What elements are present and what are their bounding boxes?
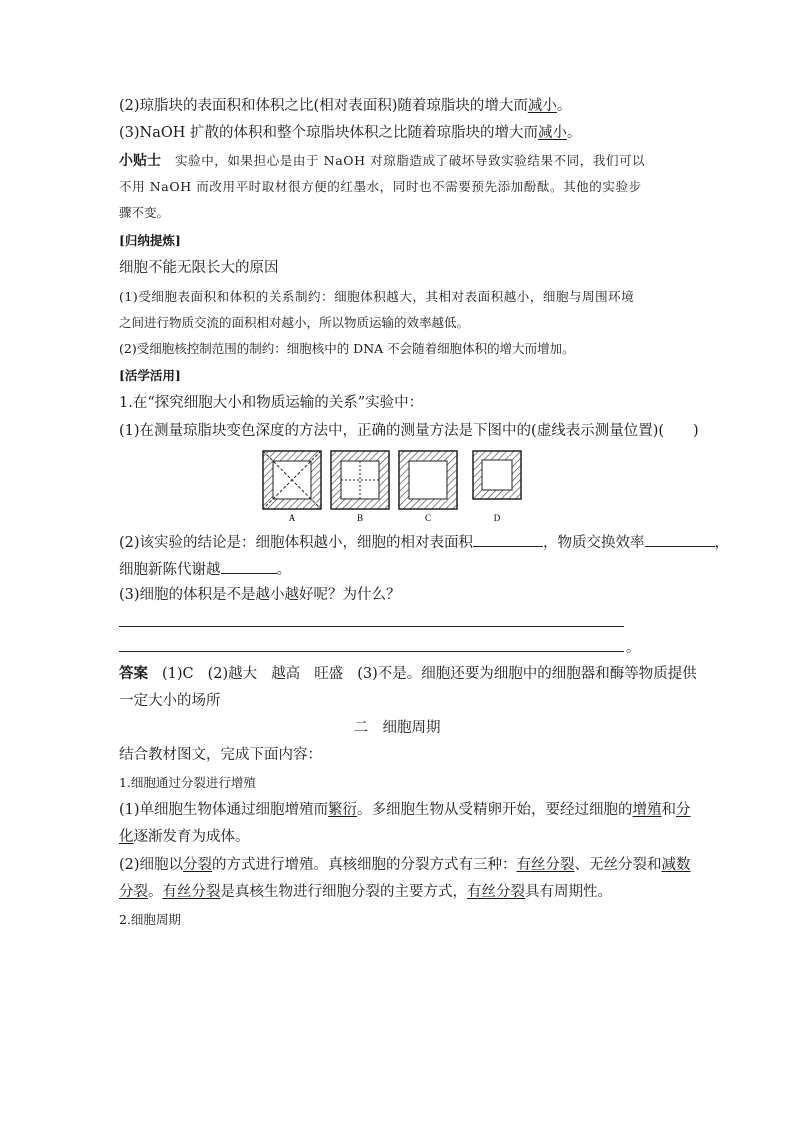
subheading: 细胞不能无限长大的原因 <box>119 260 279 276</box>
section-header: [归纳提炼] <box>119 233 181 248</box>
question: 细胞新陈代谢越 。 <box>119 559 291 580</box>
text-line: (1)单细胞生物体通过细胞增殖而繁衍。多细胞生物从受精卵开始，要经过细胞的增殖和分 <box>119 802 691 818</box>
question: 1.在“探究细胞大小和物质运输的关系”实验中： <box>119 395 424 411</box>
text-line: 之间进行物质交流的面积相对越小，所以物质运输的效率越低。 <box>119 315 470 330</box>
answer-underlined: 减小 <box>538 125 568 141</box>
text-line: (2)琼脂块的表面积和体积之比(相对表面积)随着琼脂块的增大而减小。 <box>119 98 572 114</box>
figure-label: C <box>424 513 432 523</box>
question: (1)在测量琼脂块变色深度的方法中，正确的测量方法是下图中的(虚线表示测量位置)( ) <box>119 423 699 439</box>
figure-label: D <box>493 513 501 523</box>
block-b-cross <box>331 451 389 509</box>
tip-line: 小贴士 实验中，如果担心是由于 NaOH 对琼脂造成了破坏导致实验结果不同，我们可以 <box>119 153 646 169</box>
block-d-plain <box>473 451 521 499</box>
answer-label: 答案 <box>119 665 148 682</box>
section-header: [活学活用] <box>119 368 181 383</box>
tip-line: 骤不变。 <box>119 205 170 220</box>
text-line: (1)受细胞表面积和体积的关系制约：细胞体积越大，其相对表面积越小，细胞与周围环境 <box>119 289 635 304</box>
answer-line[interactable] <box>119 651 624 652</box>
figure-label: A <box>288 513 296 523</box>
answer-block: 答案 (1)C (2)越大 越高 旺盛 (3)不是。细胞还要为细胞中的细胞器和酶等物质提供 <box>119 665 697 682</box>
text-line: 结合教材图文，完成下面内容： <box>119 747 322 763</box>
block-a-diagonals <box>263 451 321 509</box>
tip-line: 不用 NaOH 而改用平时取材很方便的红墨水，同时也不需要预先添加酚酞。其他的实验步 <box>119 179 642 194</box>
subheading: 2.细胞周期 <box>119 912 181 927</box>
agar-block-figure <box>262 450 522 526</box>
block-c-plain <box>399 451 457 509</box>
section-title: 二 细胞周期 <box>353 720 441 736</box>
answer-underlined: 减小 <box>527 98 557 114</box>
question: (3)细胞的体积是不是越小越好呢？为什么？ <box>119 587 401 603</box>
text-line: 分裂。有丝分裂是真核生物进行细胞分裂的主要方式，有丝分裂具有周期性。 <box>119 884 612 900</box>
text-line: (3)NaOH 扩散的体积和整个琼脂块体积之比随着琼脂块的增大而减小。 <box>119 125 582 141</box>
text-line: (2)受细胞核控制范围的制约：细胞核中的 DNA 不会随着细胞体积的增大而增加。 <box>119 341 575 356</box>
subheading: 1.细胞通过分裂进行增殖 <box>119 775 256 790</box>
fill-blank[interactable] <box>221 559 277 574</box>
fill-blank[interactable] <box>473 532 543 547</box>
answer-block: 一定大小的场所 <box>119 693 221 709</box>
figure-label: B <box>356 513 364 523</box>
answer-line[interactable] <box>119 626 624 627</box>
fill-blank[interactable] <box>645 532 715 547</box>
tip-label: 小贴士 <box>119 153 161 169</box>
text-line: 化逐渐发育为成体。 <box>119 829 250 845</box>
text-line: (2)细胞以分裂的方式进行增殖。真核细胞的分裂方式有三种：有丝分裂、无丝分裂和减数 <box>119 857 691 873</box>
question: (2)该实验的结论是：细胞体积越小，细胞的相对表面积 ，物质交换效率 ， <box>119 532 729 553</box>
